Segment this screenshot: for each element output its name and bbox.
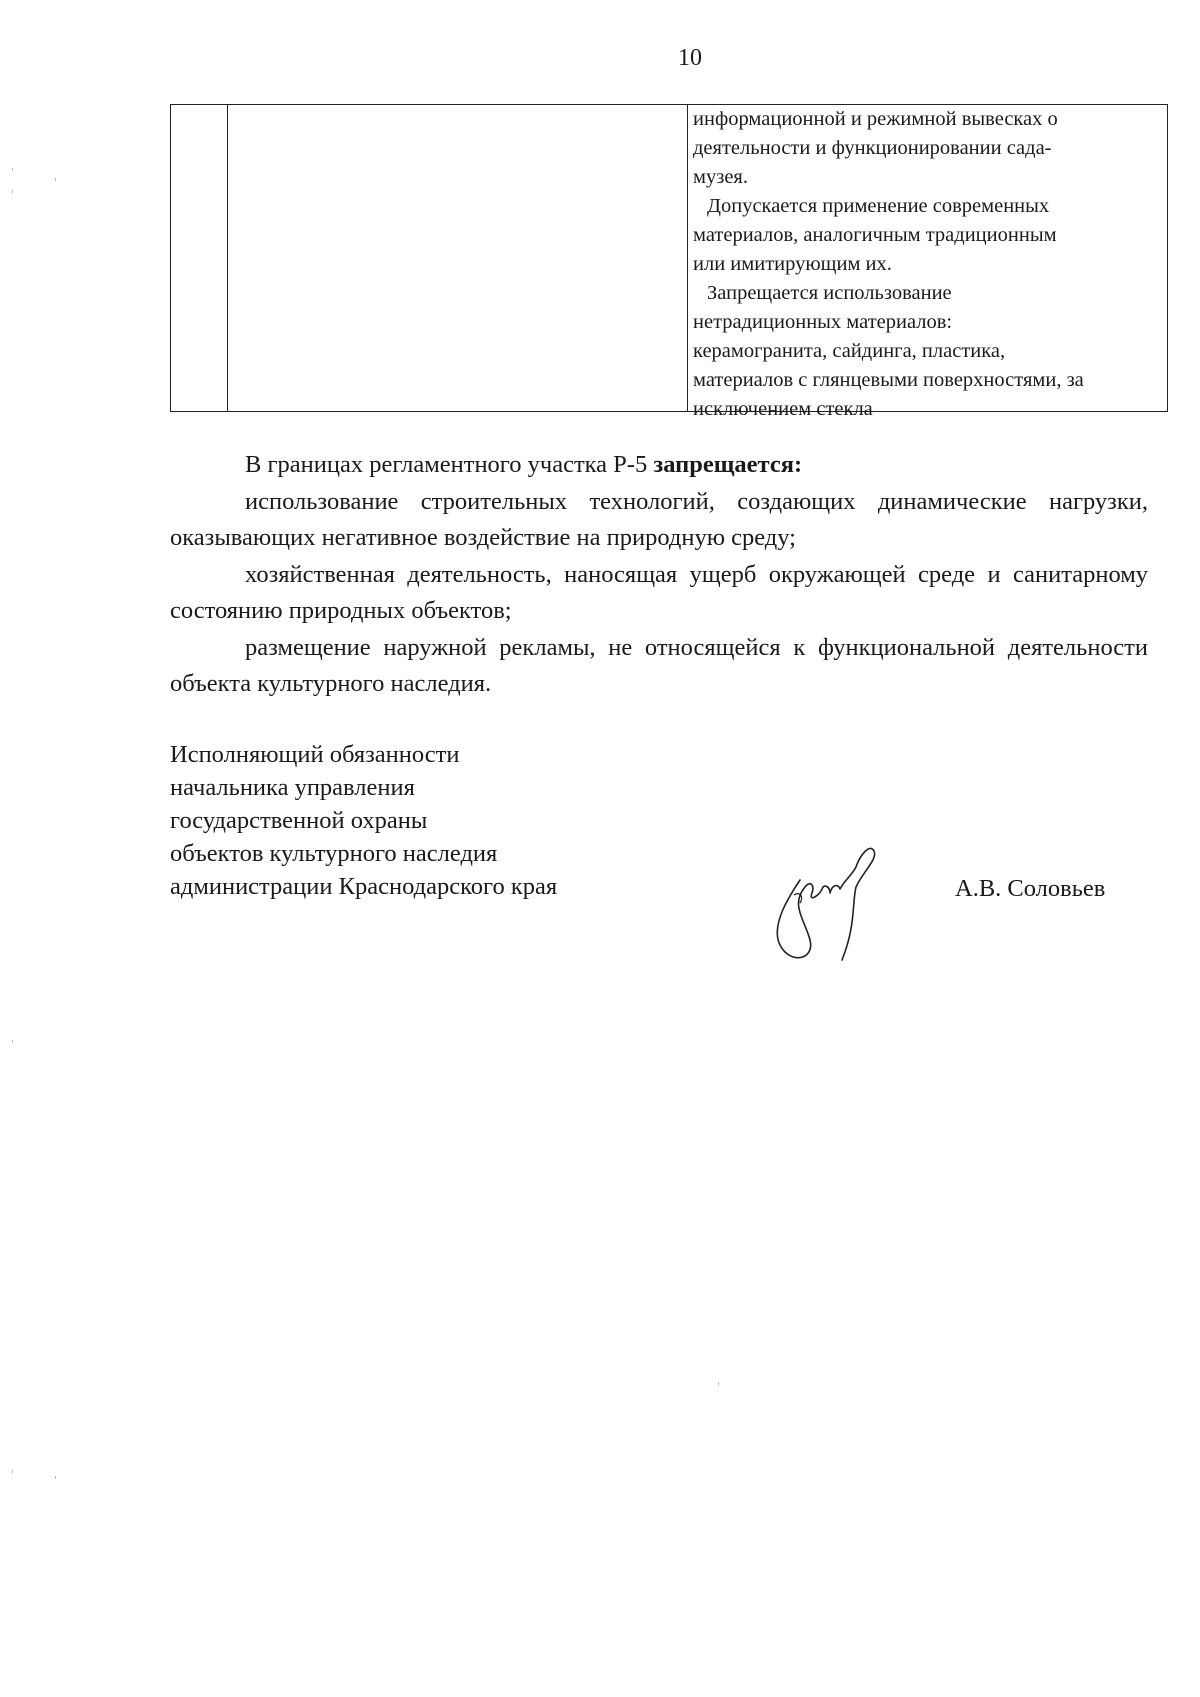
page-number: 10 [678,45,702,71]
signer-name: А.В. Соловьев [955,875,1106,902]
signatory-position [170,738,557,903]
prohibition-item: использование строительных технологий, создающих динамические нагрузки, оказывающих негативное воздействие на природную среду; [170,487,1148,551]
table-cell-line: материалов с глянцевыми поверхностями, за [693,369,1084,391]
scan-artifact [12,1040,13,1043]
intro-bold-text: запрещается: [653,451,803,478]
position-line: государственной охраны [170,807,428,834]
table-cell-line: материалов, аналогичным традиционным [693,224,1057,246]
position-line: начальника управления [170,774,415,801]
table-cell-line: деятельности и функционировании сада- [693,137,1052,159]
table-column-divider [227,105,228,411]
table-cell-line: музея. [693,166,748,188]
table-cell-line: исключением стекла [693,398,873,420]
prohibitions-intro [170,447,1148,484]
table-column-divider [687,105,688,411]
prohibition-item: хозяйственная деятельность, наносящая ущерб окружающей среде и санитарному состоянию природных объектов; [170,560,1148,624]
scan-artifact [12,168,13,171]
table-cell-line: информационной и режимной вывесках о [693,108,1058,130]
scan-artifact [12,190,13,193]
scan-artifact [55,178,56,181]
scan-artifact [12,1470,13,1473]
table-cell-line: нетрадиционных материалов: [693,311,953,333]
table-cell-line: или имитирующим их. [693,253,892,275]
scan-artifact [55,1476,56,1479]
prohibition-item: размещение наружной рекламы, не относящейся к функциональной деятельности объекта культурного наследия. [170,633,1148,697]
table-cell-line: керамогранита, сайдинга, пластика, [693,340,1006,362]
intro-text: В границах регламентного участка Р-5 [245,451,654,478]
scan-artifact [718,1382,719,1385]
handwritten-signature [760,825,910,975]
prohibitions-section [170,447,1148,703]
position-line: администрации Краснодарского края [170,873,558,900]
position-line: Исполняющий обязанности [170,741,460,768]
table-cell-line: Запрещается использование [707,282,952,304]
regulation-table [170,104,1168,420]
table-cell-requirements [693,105,1161,424]
position-line: объектов культурного наследия [170,840,498,867]
table-cell-line: Допускается применение современных [707,195,1050,217]
